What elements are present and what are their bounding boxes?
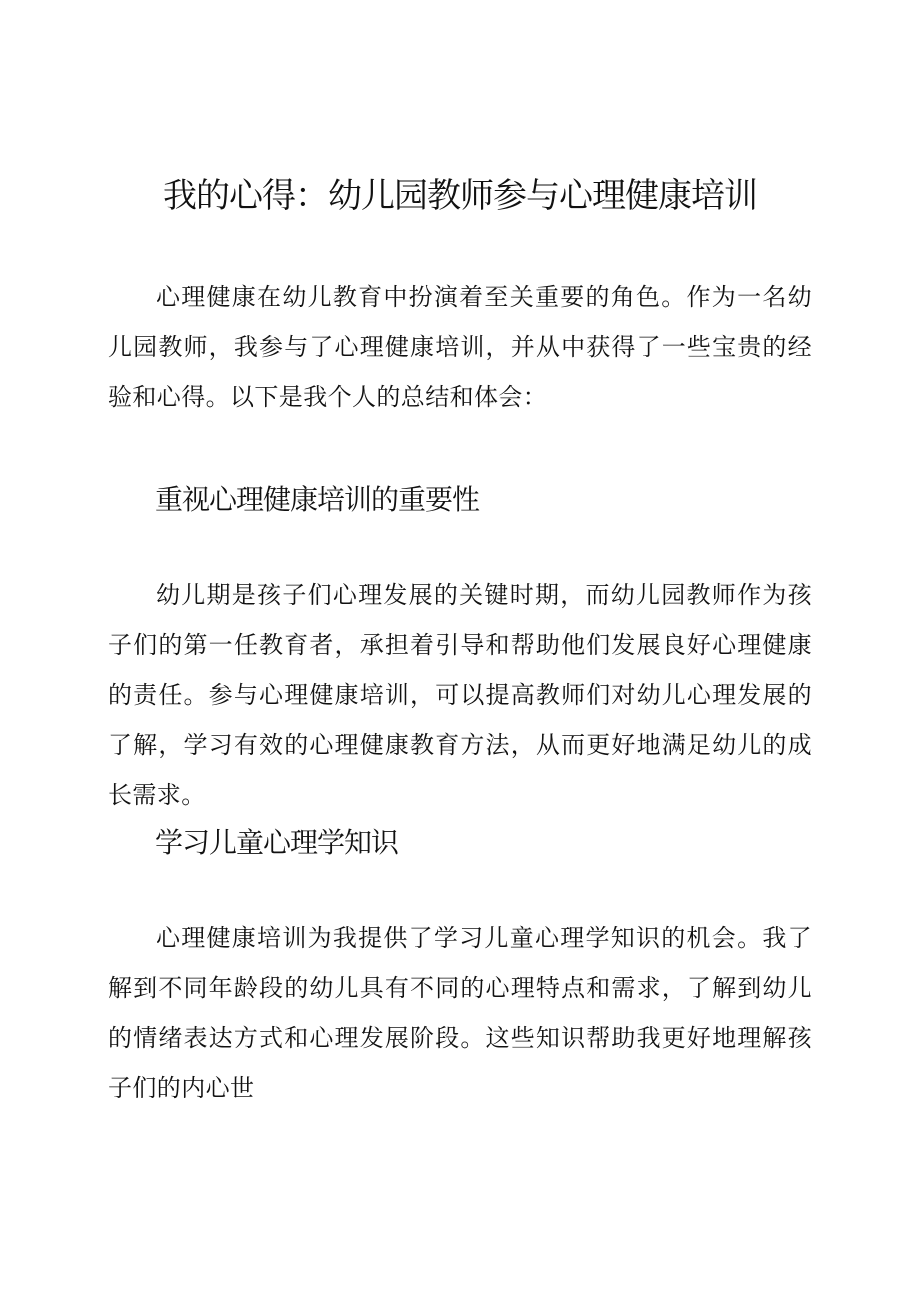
intro-paragraph: 心理健康在幼儿教育中扮演着至关重要的角色。作为一名幼儿园教师，我参与了心理健康培训，并从中获得了一些宝贵的经验和心得。以下是我个人的总结和体会： (108, 283, 812, 411)
section-heading-importance: 重视心理健康培训的重要性 (155, 483, 480, 516)
section-heading-child-psychology: 学习儿童心理学知识 (155, 826, 399, 859)
section-paragraph-child-psychology: 心理健康培训为我提供了学习儿童心理学知识的机会。我了解到不同年龄段的幼儿具有不同的心理特点和需求，了解到幼儿的情绪表达方式和心理发展阶段。这些知识帮助我更好地理解孩子们的内心世 (108, 924, 812, 1102)
section-paragraph-importance: 幼儿期是孩子们心理发展的关键时期，而幼儿园教师作为孩子们的第一任教育者，承担着引导和帮助他们发展良好心理健康的责任。参与心理健康培训，可以提高教师们对幼儿心理发展的了解，学习有效的心理健康教育方法，从而更好地满足幼儿的成长需求。 (108, 581, 812, 809)
document-title: 我的心得：幼儿园教师参与心理健康培训 (163, 176, 757, 216)
